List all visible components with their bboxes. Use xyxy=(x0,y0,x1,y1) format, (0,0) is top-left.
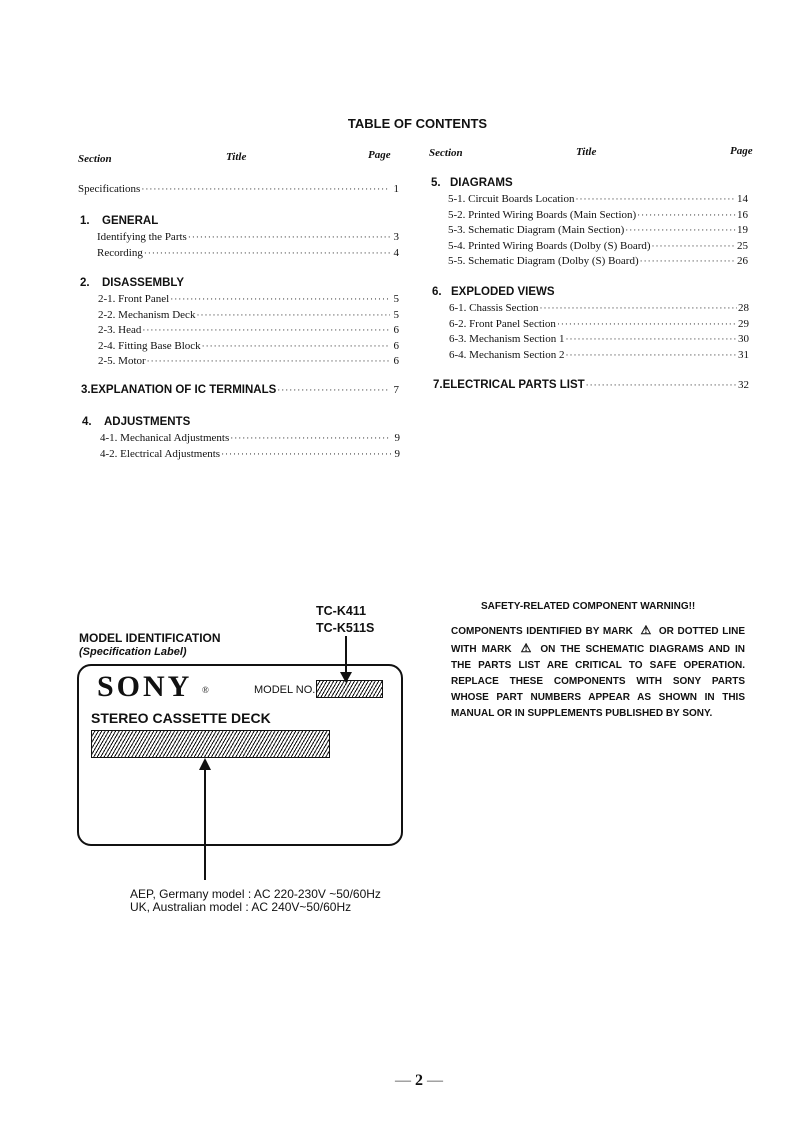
header-section-right: Section xyxy=(429,147,463,159)
toc-entry[interactable]: Recording ····· 4 xyxy=(97,246,399,262)
registered-mark: ® xyxy=(202,685,209,695)
voltage-notes xyxy=(130,888,381,914)
toc-entry[interactable]: 2-4. Fitting Base Block ····· 6 xyxy=(98,339,399,355)
toc-entry[interactable]: 2-2. Mechanism Deck ····· 5 xyxy=(98,308,399,324)
model-name: TC-K411 xyxy=(316,604,367,618)
model-no-label: MODEL NO. xyxy=(254,684,316,696)
model-identification-subtitle: (Specification Label) xyxy=(79,646,187,658)
toc-entry[interactable]: 6-3. Mechanism Section 1 ····· 30 xyxy=(449,332,749,348)
warning-triangle-icon: ⚠ xyxy=(640,623,652,637)
toc-entry[interactable]: 2-1. Front Panel ····· 5 xyxy=(98,292,399,308)
toc-entry[interactable]: 4-2. Electrical Adjustments ····· 9 xyxy=(100,447,400,463)
toc-entry[interactable]: Identifying the Parts ····· 3 xyxy=(97,230,399,246)
safety-warning-text: COMPONENTS IDENTIFIED BY MARK ⚠ OR DOTTED LINE WITH MARK ⚠ ON THE SCHEMATIC DIAGRAMS AND IN THE PARTS LIST ARE CRITICAL TO SAFE OPERATION. REPLACE THESE COMPONENTS WITH SONY PARTS WHOSE PART NUMBERS APPEAR AS SHOWN IN THIS MANUAL OR IN SUPPLEMENTS PUBLISHED BY SONY. xyxy=(451,623,745,719)
arrow-down-icon xyxy=(340,672,352,683)
toc-entry[interactable]: 6-1. Chassis Section ····· 28 xyxy=(449,301,749,317)
header-page-right: Page xyxy=(730,145,753,157)
page-title: TABLE OF CONTENTS xyxy=(347,116,488,131)
toc-entry[interactable]: 5-3. Schematic Diagram (Main Section) ····· 19 xyxy=(448,223,748,239)
toc-entry[interactable]: 5-5. Schematic Diagram (Dolby (S) Board) ····· 26 xyxy=(448,254,748,270)
section-heading-explanation[interactable]: 3. EXPLANATION OF IC TERMINALS ····· 7 xyxy=(81,384,399,396)
toc-entry[interactable]: 6-2. Front Panel Section ····· 29 xyxy=(449,317,749,333)
section-heading-adjustments[interactable]: 4. ADJUSTMENTS xyxy=(82,416,191,428)
section-heading-exploded[interactable]: 6. EXPLODED VIEWS xyxy=(432,286,555,298)
toc-entry[interactable]: 2-5. Motor ····· 6 xyxy=(98,354,399,370)
page-number: — 2 — xyxy=(395,1072,443,1089)
toc-entry[interactable]: 4-1. Mechanical Adjustments ····· 9 xyxy=(100,431,400,447)
toc-entry[interactable]: 5-4. Printed Wiring Boards (Dolby (S) Board) ····· 25 xyxy=(448,239,748,255)
header-section-left: Section xyxy=(78,153,112,165)
sony-logo: SONY xyxy=(97,670,193,703)
header-title-right: Title xyxy=(576,146,597,158)
arrow-up-icon xyxy=(199,758,211,770)
toc-entry-specifications[interactable]: Specifications ····· 1 xyxy=(78,182,399,198)
header-title-left: Title xyxy=(226,151,247,163)
voltage-note: AEP, Germany model : AC 220-230V ~50/60Hz xyxy=(130,887,381,901)
model-name: TC-K511S xyxy=(316,621,375,635)
toc-entry[interactable]: 5-1. Circuit Boards Location ····· 14 xyxy=(448,192,748,208)
header-page-left: Page xyxy=(368,149,391,161)
model-identification-title: MODEL IDENTIFICATION xyxy=(79,631,221,645)
section-heading-general[interactable]: 1. GENERAL xyxy=(80,215,159,227)
warning-triangle-icon: ⚠ xyxy=(520,641,532,655)
toc-entry[interactable]: 2-3. Head ····· 6 xyxy=(98,323,399,339)
voltage-note: UK, Australian model : AC 240V~50/60Hz xyxy=(130,900,352,914)
section-heading-diagrams[interactable]: 5. DIAGRAMS xyxy=(431,177,513,189)
section-heading-electrical[interactable]: 7. ELECTRICAL PARTS LIST ····· 32 xyxy=(433,379,749,391)
safety-warning-title: SAFETY-RELATED COMPONENT WARNING!! xyxy=(481,601,696,612)
product-name: STEREO CASSETTE DECK xyxy=(91,710,271,726)
toc-entry[interactable]: 6-4. Mechanism Section 2 ····· 31 xyxy=(449,348,749,364)
section-heading-disassembly[interactable]: 2. DISASSEMBLY xyxy=(80,277,185,289)
toc-entry[interactable]: 5-2. Printed Wiring Boards (Main Section) ····· 16 xyxy=(448,208,748,224)
